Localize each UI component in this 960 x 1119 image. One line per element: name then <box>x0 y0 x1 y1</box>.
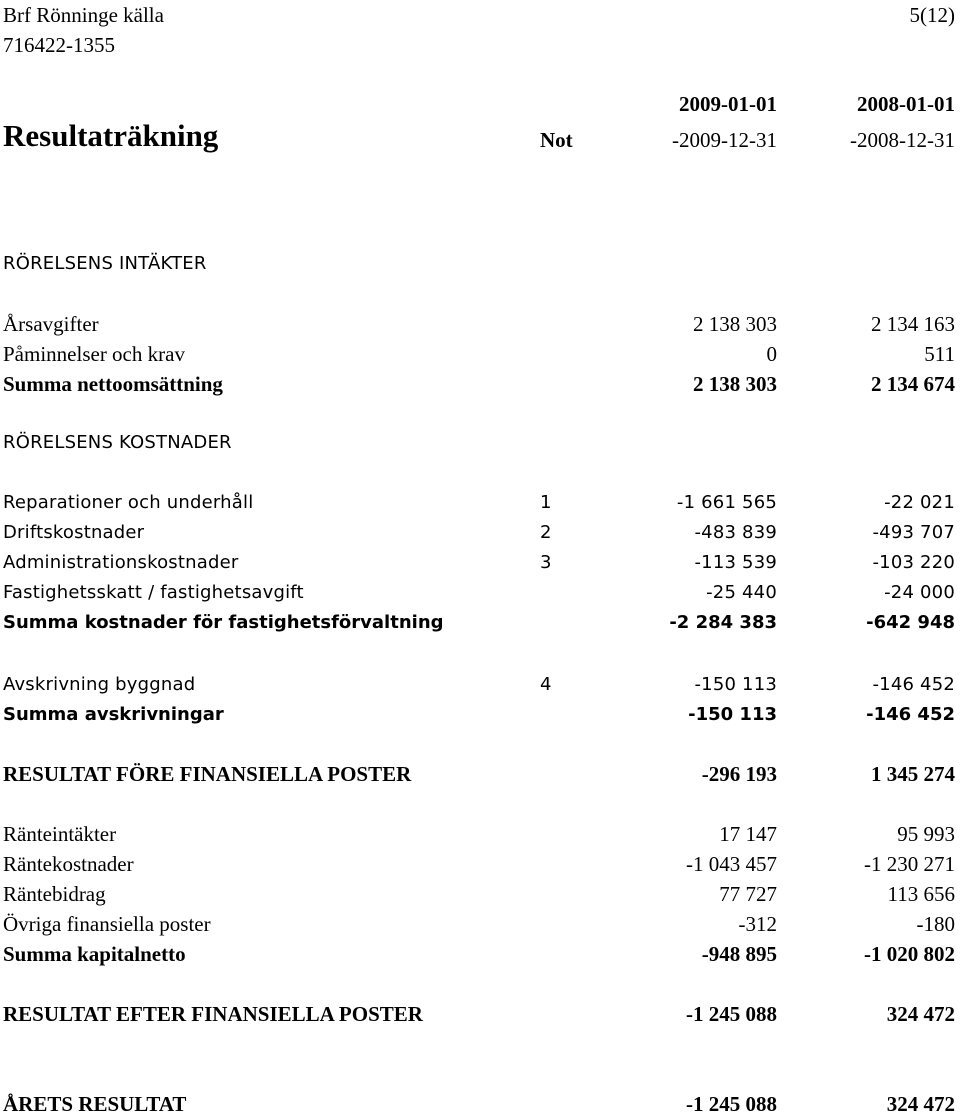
row-previous-value: 2 134 674 <box>871 372 955 396</box>
row-previous-value: -1 020 802 <box>864 942 955 966</box>
row-current-value: -1 245 088 <box>686 1092 777 1116</box>
row-previous-value: -24 000 <box>884 582 955 603</box>
row-current-value: -150 113 <box>694 674 777 695</box>
row-note: 4 <box>540 674 552 695</box>
table-row <box>0 339 960 369</box>
table-row <box>0 309 960 339</box>
row-current-value: 77 727 <box>719 882 777 906</box>
row-label: Administrationskostnader <box>3 552 239 573</box>
row-previous-value: 95 993 <box>897 822 955 846</box>
row-current-value: -2 284 383 <box>669 612 777 633</box>
table-row-subtotal <box>0 369 960 399</box>
current-period-from: 2009-01-01 <box>679 92 777 116</box>
page-title: Resultaträkning <box>3 118 219 153</box>
table-row-subtotal <box>0 608 960 638</box>
row-label: Avskrivning byggnad <box>3 674 196 695</box>
row-previous-value: -22 021 <box>884 492 955 513</box>
row-label: Övriga finansiella poster <box>3 912 211 936</box>
row-label: Reparationer och underhåll <box>3 492 254 513</box>
income-section-heading: RÖRELSENS INTÄKTER <box>3 253 207 274</box>
row-note: 1 <box>540 492 552 513</box>
row-previous-value: 1 345 274 <box>871 762 955 786</box>
table-row-total <box>0 999 960 1029</box>
previous-period-to: -2008-12-31 <box>850 128 955 152</box>
row-current-value: -312 <box>738 912 777 936</box>
organization-number: 716422-1355 <box>3 33 115 57</box>
row-label: Räntekostnader <box>3 852 134 876</box>
row-label: Fastighetsskatt / fastighetsavgift <box>3 582 304 603</box>
page-header-row-2 <box>0 30 960 60</box>
row-current-value: 17 147 <box>719 822 777 846</box>
row-current-value: -948 895 <box>701 942 777 966</box>
row-current-value: -25 440 <box>706 582 777 603</box>
note-column-header: Not <box>540 128 573 152</box>
row-previous-value: -103 220 <box>872 552 955 573</box>
table-row-total <box>0 759 960 789</box>
table-row <box>0 909 960 939</box>
row-previous-value: -642 948 <box>866 612 955 633</box>
row-label: Summa avskrivningar <box>3 704 224 725</box>
table-row <box>0 879 960 909</box>
row-previous-value: -1 230 271 <box>864 852 955 876</box>
row-previous-value: -180 <box>916 912 955 936</box>
row-previous-value: 2 134 163 <box>871 312 955 336</box>
previous-period-from: 2008-01-01 <box>857 92 955 116</box>
row-label: Summa nettoomsättning <box>3 372 223 396</box>
row-current-value: 2 138 303 <box>693 372 777 396</box>
row-current-value: -296 193 <box>701 762 777 786</box>
organization-name: Brf Rönninge källa <box>3 3 164 27</box>
row-label: Summa kostnader för fastighetsförvaltning <box>3 612 444 633</box>
table-row <box>0 488 960 518</box>
row-label: ÅRETS RESULTAT <box>3 1092 187 1116</box>
row-previous-value: -146 452 <box>866 704 955 725</box>
table-row <box>0 548 960 578</box>
row-label: Ränteintäkter <box>3 822 117 846</box>
row-current-value: 0 <box>766 342 777 366</box>
table-row <box>0 670 960 700</box>
row-current-value: -150 113 <box>688 704 777 725</box>
costs-section-heading: RÖRELSENS KOSTNADER <box>3 432 232 453</box>
table-row <box>0 518 960 548</box>
row-current-value: -1 043 457 <box>686 852 777 876</box>
row-previous-value: 113 656 <box>887 882 955 906</box>
row-label: Årsavgifter <box>3 312 99 336</box>
page-header-row-1 <box>0 0 960 30</box>
row-previous-value: 324 472 <box>886 1002 955 1026</box>
row-note: 2 <box>540 522 552 543</box>
row-label: Räntebidrag <box>3 882 106 906</box>
row-previous-value: -493 707 <box>872 522 955 543</box>
row-previous-value: -146 452 <box>872 674 955 695</box>
row-label: Summa kapitalnetto <box>3 942 186 966</box>
row-note: 3 <box>540 552 552 573</box>
table-row <box>0 578 960 608</box>
row-label: RESULTAT EFTER FINANSIELLA POSTER <box>3 1002 423 1026</box>
current-period-to: -2009-12-31 <box>672 128 777 152</box>
row-current-value: -1 245 088 <box>686 1002 777 1026</box>
table-row <box>0 819 960 849</box>
table-row-subtotal <box>0 939 960 969</box>
table-row-subtotal <box>0 700 960 730</box>
row-label: Påminnelser och krav <box>3 342 185 366</box>
row-previous-value: 511 <box>924 342 955 366</box>
row-label: RESULTAT FÖRE FINANSIELLA POSTER <box>3 762 412 786</box>
page-number: 5(12) <box>909 3 955 27</box>
row-current-value: -113 539 <box>694 552 777 573</box>
row-label: Driftskostnader <box>3 522 145 543</box>
table-row <box>0 849 960 879</box>
row-current-value: 2 138 303 <box>693 312 777 336</box>
row-current-value: -1 661 565 <box>676 492 777 513</box>
row-current-value: -483 839 <box>694 522 777 543</box>
row-previous-value: 324 472 <box>886 1092 955 1116</box>
